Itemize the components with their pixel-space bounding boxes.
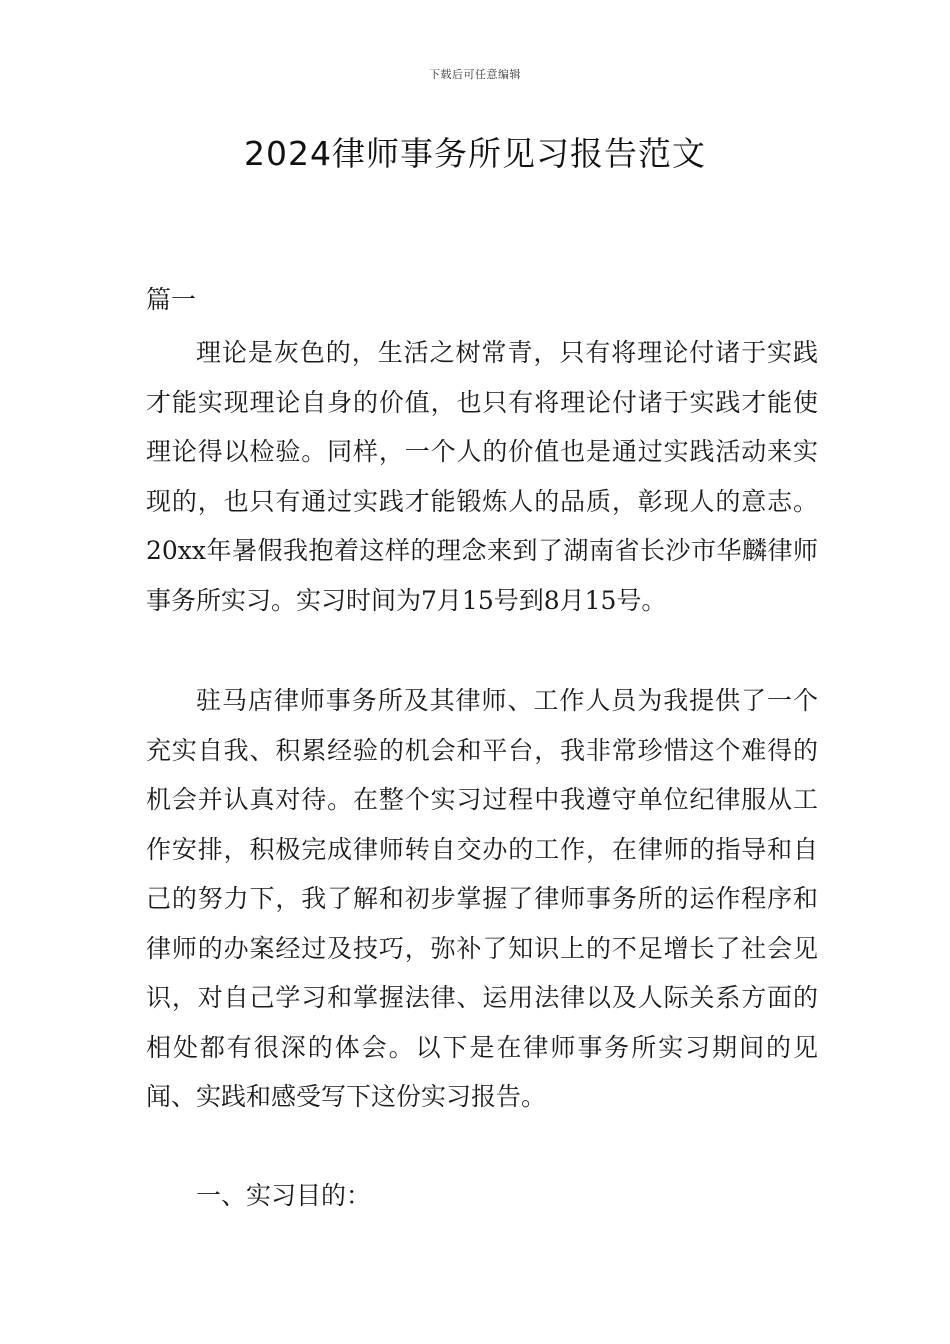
document-title: 2024律师事务所见习报告范文 <box>244 134 706 173</box>
section-label: 篇一 <box>146 285 197 314</box>
header-note: 下载后可任意编辑 <box>429 68 521 81</box>
paragraph-2: 驻马店律师事务所及其律师、工作人员为我提供了一个充实自我、积累经验的机会和平台，我非常珍惜这个难得的机会并认真对待。在整个实习过程中我遵守单位纪律服从工作安排，积极完成律师转自交办的工作，在律师的指导和自己的努力下，我了解和初步掌握了律师事务所的运作程序和律师的办案经过及技巧，弥补了知识上的不足增长了社会见识，对自己学习和掌握法律、运用法律以及人际关系方面的相处都有很深的体会。以下是在律师事务所实习期间的见闻、实践和感受写下这份实习报告。 <box>146 686 818 1111</box>
paragraph-1: 理论是灰色的，生活之树常青，只有将理论付诸于实践才能实现理论自身的价值，也只有将理论付诸于实践才能使理论得以检验。同样，一个人的价值也是通过实践活动来实现的，也只有通过实践才能锻炼人的品质，彰现人的意志。20xx年暑假我抱着这样的理念来到了湖南省长沙市华麟律师事务所实习。实习时间为7月15号到8月15号。 <box>146 338 818 615</box>
section-heading-purpose: 一、实习目的： <box>196 1181 372 1210</box>
